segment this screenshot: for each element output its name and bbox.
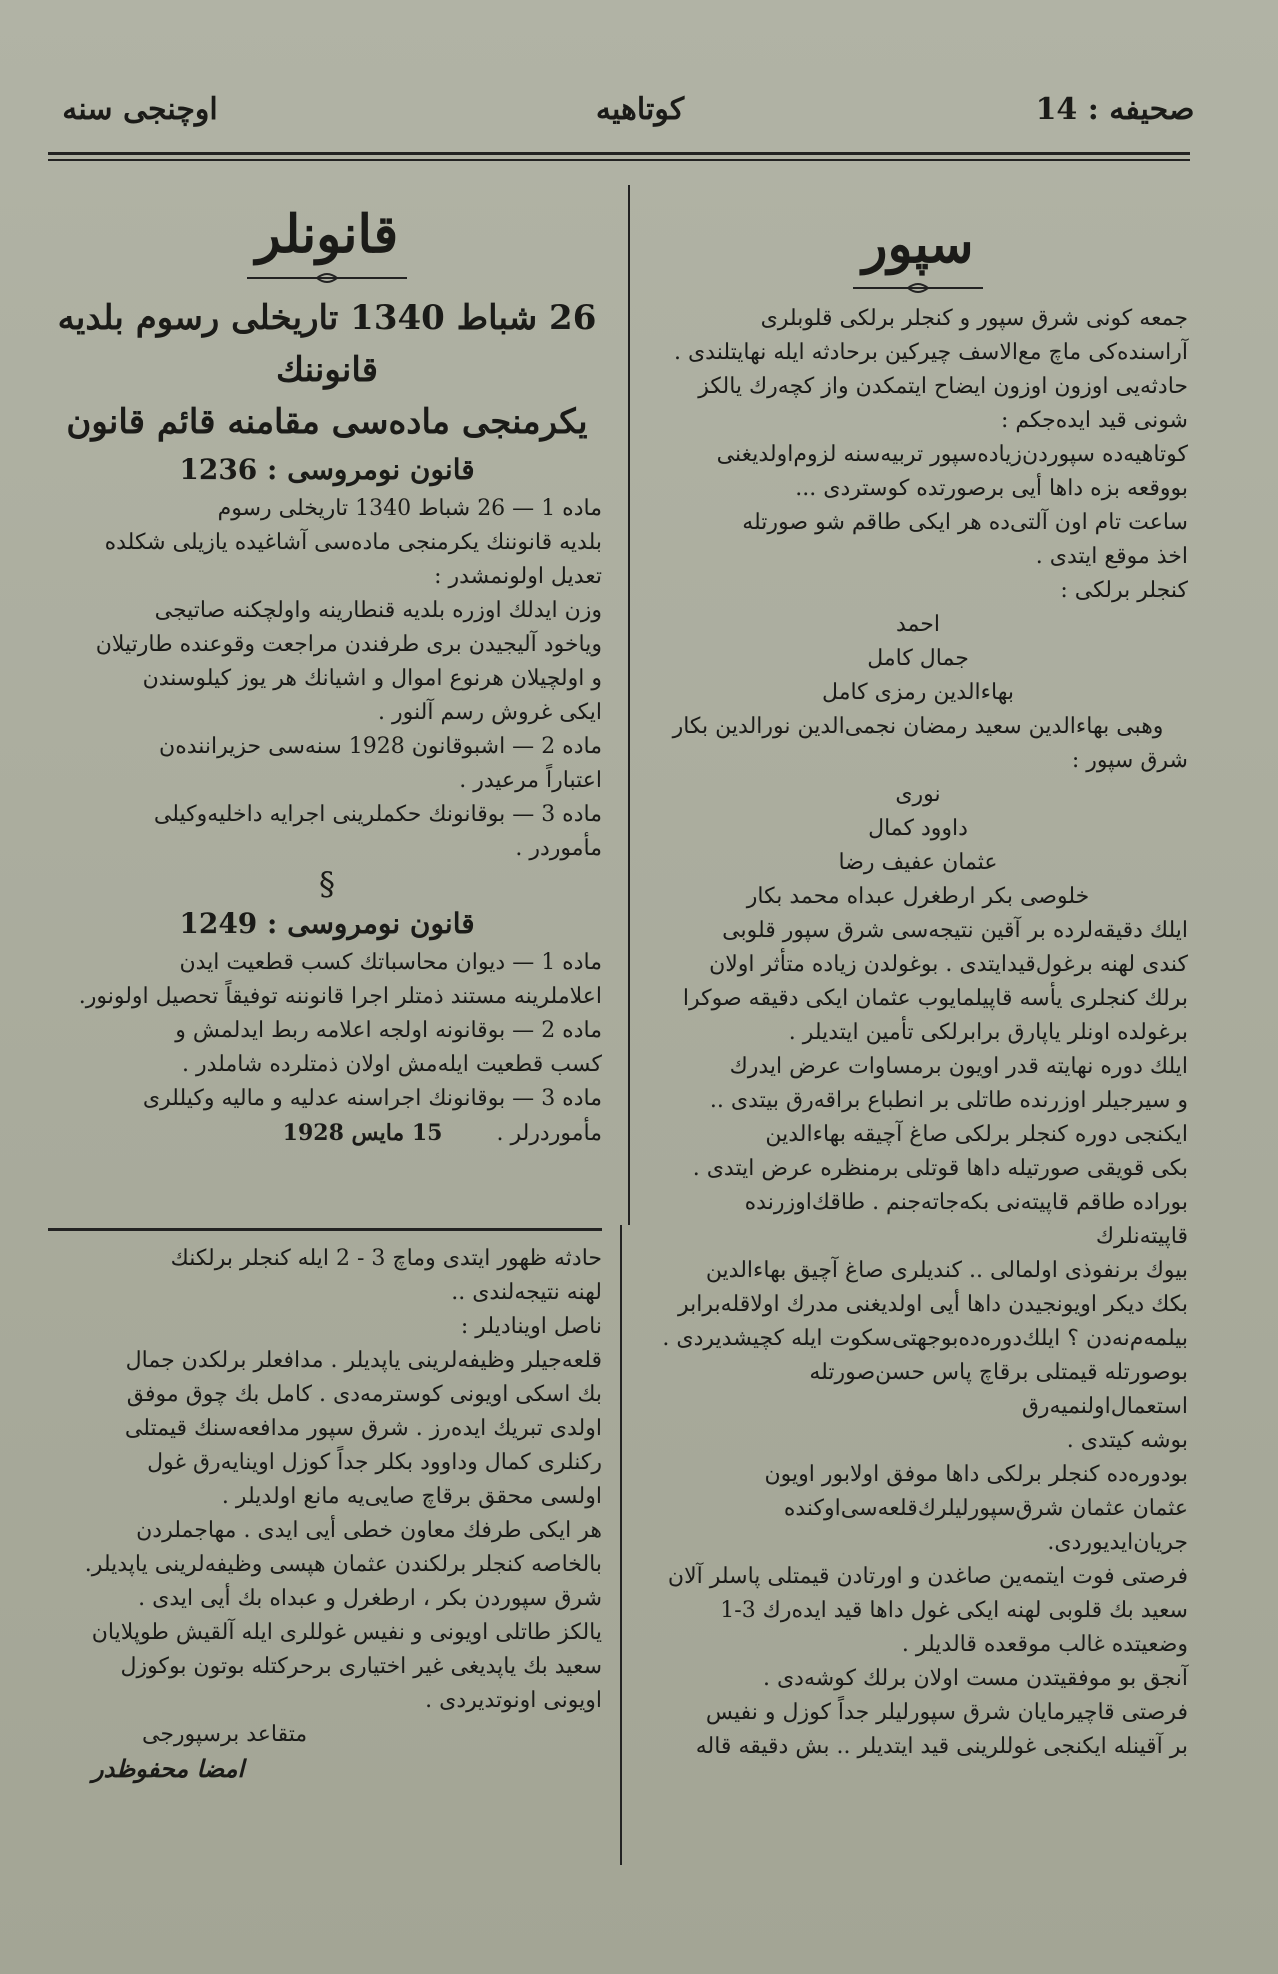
continuation-line: یالکز طاتلی اویونی و نفیس غوللری ایله آلقیش طوپلایان xyxy=(91,1620,602,1645)
law-1249-line: اعلاملرینه مستند ذمتلر اجرا قانوننه توفیقاً تحصیل اولونور. xyxy=(78,984,602,1009)
team-2-row: داوود کمال xyxy=(868,816,968,841)
law-1249-last: مأموردرلر . xyxy=(496,1121,602,1146)
continuation-line: شرق سپوردن بکر ، ارطغرل و عبداه بك أیی ایدی . xyxy=(138,1586,602,1611)
law-1249-line: ماده 2 — بوقانونه اولجه اعلامه ربط ایدلمش و xyxy=(175,1018,602,1043)
title-ornament xyxy=(648,280,1188,302)
match-continuation xyxy=(52,1242,602,1788)
sport-line: سعید بك قلوبی لهنه ایکی غول داها قید ایده‌رك 3-1 xyxy=(720,1598,1188,1623)
sport-line: برغولده اونلر یاپارق برابرلکی تأمین ایتدیلر . xyxy=(788,1020,1188,1045)
sport-line: عثمان عثمان شرق‌سپورلیلرك‌قلعه‌سی‌اوکنده جریان‌ایدیوردی. xyxy=(783,1496,1188,1555)
team-2-row: خلوصی بکر ارطغرل عبداه محمد بکار xyxy=(746,884,1090,909)
law-1236-line: مأموردر . xyxy=(515,836,602,861)
sport-line: بوصورتله قیمتلی برقاچ پاس حسن‌صورتله استعمال‌اولنمیه‌رق xyxy=(809,1360,1188,1419)
law-1236-line: تعدیل اولونمشدر : xyxy=(434,564,602,589)
law-1236-number: قانون نومروسی : 1236 xyxy=(179,453,475,486)
laws-title: قانونلر xyxy=(255,204,399,265)
sport-line: بیوك برنفوذی اولمالی .. کندیلری صاغ آچیق بهاءالدین xyxy=(705,1258,1188,1283)
page-number: صحیفه : 14 xyxy=(1035,92,1195,127)
sport-line: اخذ موقع ایتدی . xyxy=(1035,544,1188,569)
law-1236-line: وزن ایدلك اوزره بلدیه قنطارینه واولچکنه صاتیجی xyxy=(154,598,602,623)
continuation-line: اولدی تبریك ایده‌رز . شرق سپور مدافعه‌سنك قیمتلی xyxy=(124,1416,602,1441)
sport-line: بودوره‌ده کنجلر برلکی داها موفق اولابور اویون xyxy=(764,1462,1188,1487)
signature-line xyxy=(52,1752,602,1788)
sport-line: ایلك دوره نهایته قدر اویون برمساوات عرض ایدرك xyxy=(729,1054,1188,1079)
law-1249-line: ماده 3 — بوقانونك اجراسنه عدلیه و مالیه وکیللری xyxy=(142,1086,602,1111)
law-1236-line: بلدیه قانوننك یکرمنجی ماده‌سی آشاغیده یازیلی شکلده xyxy=(104,530,602,555)
law-1236-line: و اولچیلان هرنوع اموال و اشیانك هر یوز کیلوسندن xyxy=(142,666,602,691)
sport-line: فرصتی قاچیرمایان شرق سپورلیلر جداً کوزل و نفیس xyxy=(705,1700,1188,1725)
ornament-icon xyxy=(247,270,407,286)
column-divider-bottom xyxy=(620,1225,622,1865)
team-2-row: نوری xyxy=(895,782,941,807)
law-1236-line: ویاخود آلیجیدن بری طرفندن مراجعت وقوعنده طارتیلان xyxy=(95,632,602,657)
sport-line: ایکنجی دوره کنجلر برلکی صاغ آچیقه بهاءالدین xyxy=(765,1122,1188,1147)
law-1249-line: ماده 1 — دیوان محاسباتك کسب قطعیت ایدن xyxy=(179,950,602,975)
law-1236-line: ماده 1 — 26 شباط 1340 تاریخلی رسوم xyxy=(217,496,602,521)
sport-title: سپور xyxy=(862,214,974,275)
sport-line: کوتاهیه‌ده سپوردن‌زیاده‌سپور تربیه‌سنه لزوم‌اولدیغنی xyxy=(716,442,1188,467)
author-line xyxy=(52,1718,602,1752)
law-1236-line: ماده 2 — اشبوقانون 1928 سنه‌سی حزیراننده‌ن xyxy=(159,734,602,759)
sport-line: بکك دیکر اویونجیدن داها أیی اولدیغنی مدرك اولاقله‌برابر xyxy=(678,1292,1188,1317)
law-1249-line: کسب قطعیت ایله‌مش اولان ذمتلرده شاملدر . xyxy=(182,1052,602,1077)
team-1-label: کنجلر برلکی : xyxy=(1060,578,1188,603)
team-1-row: جمال کامل xyxy=(867,646,969,671)
continuation-line: بالخاصه کنجلر برلکندن عثمان هپسی وظیفه‌لرینی یاپدیلر. xyxy=(84,1552,602,1577)
team-1-row: احمد xyxy=(896,612,940,637)
sport-column xyxy=(648,210,1188,1764)
sport-line: شونی قید ایده‌جکم : xyxy=(1000,408,1188,433)
title-ornament xyxy=(52,270,602,292)
header-rule-top xyxy=(48,152,1190,155)
sport-line: حادثه‌یی اوزون اوزون ایضاح ایتمکدن واز کچه‌رك یالکز xyxy=(698,374,1188,399)
sport-line: بیلمه‌م‌نه‌دن ؟ ایلك‌دوره‌ده‌بوجهتی‌سکوت ایله کچیشدیردی . xyxy=(662,1326,1188,1351)
team-1-row: وهبی بهاءالدین سعید رمضان نجمی‌الدین نورالدین بکار xyxy=(672,714,1164,739)
newspaper-name: کوتاهیه xyxy=(595,92,685,127)
sport-line: بر آقینله ایکنجی غوللرینی قید ایتدیلر .. بش دقیقه قاله xyxy=(695,1734,1188,1759)
sport-line: و سیرجیلر اوزرنده طاتلی بر انطباع براقه‌رق بیتدی .. xyxy=(709,1088,1188,1113)
continuation-line: حادثه ظهور ایتدی وماچ 3 - 2 ایله کنجلر برلکنك xyxy=(170,1246,602,1271)
sport-line: فرصتی فوت ایتمه‌ین صاغدن و اورتادن قیمتلی پاسلر آلان xyxy=(667,1564,1188,1589)
continuation-line: هر ایکی طرفك معاون خطی أیی ایدی . مهاجملردن xyxy=(136,1518,602,1543)
sport-line: جمعه کونی شرق سپور و کنجلر برلکی قلوبلری xyxy=(760,306,1188,331)
law-1249-closing xyxy=(52,1116,602,1151)
signature: امضا محفوظدر xyxy=(92,1754,245,1783)
column-divider-top xyxy=(628,185,630,1225)
team-2-row: عثمان عفیف رضا xyxy=(838,850,998,875)
law-1236-line: ایکی غروش رسم آلنور . xyxy=(378,700,602,725)
continuation-line: بك اسکی اویونی کوسترمه‌دی . کامل بك چوق موفق xyxy=(126,1382,602,1407)
continuation-line: قلعه‌جیلر وظیفه‌لرینی یاپدیلر . مدافعلر برلکدن جمال xyxy=(125,1348,602,1373)
sport-line: بکی قویقی صورتیله داها قوتلی برمنظره عرض ایتدی . xyxy=(692,1156,1188,1181)
team-2-label: شرق سپور : xyxy=(1071,748,1188,773)
law-1236-line: اعتباراً مرعیدر . xyxy=(459,768,602,793)
continuation-line: اویونی اونوتدیردی . xyxy=(425,1688,602,1713)
header-rule-bottom xyxy=(48,159,1190,161)
laws-column xyxy=(52,200,602,1151)
ornament-icon xyxy=(853,280,983,296)
law-1236-line: ماده 3 — بوقانونك حکملرینی اجرایه داخلیه‌وکیلی xyxy=(153,802,602,827)
sport-line: ایلك دقیقه‌لرده بر آقین نتیجه‌سی شرق سپور قلوبی xyxy=(722,918,1188,943)
sport-line: بووقعه بزه داها أیی برصورتده کوستردی ... xyxy=(795,476,1188,501)
sport-line: ساعت تام اون آلتی‌ده هر ایکی طاقم شو صورتله xyxy=(742,510,1188,535)
laws-subtitle-1: 26 شباط 1340 تاریخلی رسوم بلدیه قانوننك xyxy=(57,298,597,390)
sport-line: آراسنده‌کی ماچ مع‌الاسف چیرکین برحادثه ایله نهایتلندی . xyxy=(673,340,1188,365)
sport-line: کندی لهنه برغول‌قید‌ایتدی . بوغولدن زیاده متأثر اولان xyxy=(709,952,1188,977)
team-1-row: بهاءالدین رمزی کامل xyxy=(822,680,1014,705)
sport-line: بوشه کیتدی . xyxy=(1066,1428,1188,1453)
section-mark: § xyxy=(319,865,335,903)
sport-line: برلك کنجلری یأسه قاپیلمایوب عثمان ایکی دقیقه صوکرا xyxy=(682,986,1188,1011)
laws-end-rule xyxy=(48,1228,602,1231)
law-1249-date: 15 مایس 1928 xyxy=(282,1120,443,1146)
law-1249-number: قانون نومروسی : 1249 xyxy=(179,907,475,940)
author-name: متقاعد برسپورجی xyxy=(142,1722,308,1747)
sport-line: بوراده طاقم قاپیته‌نی بکه‌جاته‌جنم . طاقك‌اوزرنده قاپیته‌نلرك xyxy=(744,1190,1188,1249)
sport-line: آنجق بو موفقیتدن مست اولان برلك کوشه‌دی . xyxy=(762,1666,1188,1691)
continuation-line: لهنه نتیجه‌لندی .. xyxy=(451,1280,602,1305)
continuation-line: رکنلری کمال وداوود بکلر جداً کوزل اوینایه‌رق غول xyxy=(147,1450,602,1475)
laws-subtitle-2: یکرمنجی ماده‌سی مقامنه قائم قانون xyxy=(66,402,588,442)
volume-label: اوچنجی سنه xyxy=(62,92,218,127)
sport-line: وضعیتده غالب موقعده قالدیلر . xyxy=(901,1632,1188,1657)
continuation-line: ناصل اوینادیلر : xyxy=(460,1314,602,1339)
continuation-line: اولسی محقق برقاچ صایی‌یه مانع اولدیلر . xyxy=(221,1484,602,1509)
continuation-line: سعید بك یاپدیغی غیر اختیاری برحرکتله بوتون بوکوزل xyxy=(120,1654,602,1679)
